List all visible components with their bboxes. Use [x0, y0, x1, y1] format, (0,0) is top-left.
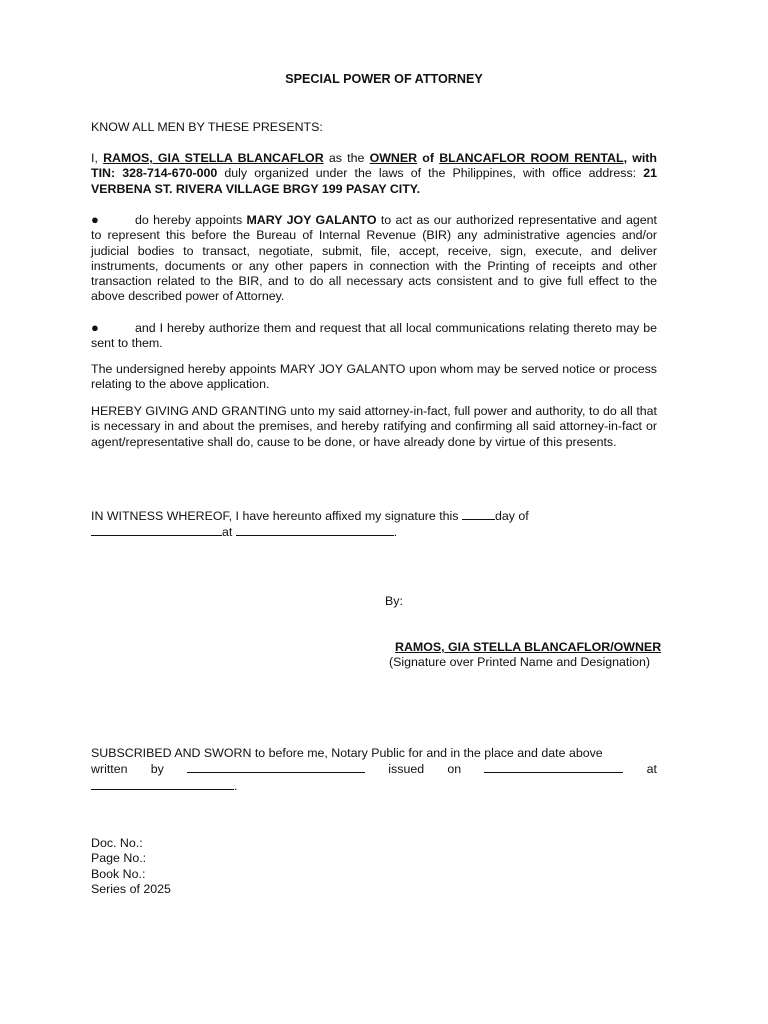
principal-role: OWNER	[369, 151, 418, 165]
p3-text: and I hereby authorize them and request that all local communications relating thereto may be sent to them.	[91, 321, 657, 351]
jurat-at: at	[646, 762, 657, 777]
jurat	[91, 746, 657, 794]
jurat-place-blank[interactable]	[91, 778, 234, 790]
jurat-by: by	[150, 762, 164, 777]
p1-of: of	[417, 151, 440, 165]
p2-post: to act as our authorized representative and agent to represent this before the Bureau of Internal Revenue (BIR) any administrative agencies and/or judicial bodies to transact, negotiate, submit, file, accept, receive, sign, execute, and deliver instruments, documents or any other papers in connection with the Printing of receipts and other transaction related to the BIR, and to do all necessary acts consistent and to give full effect to the above described power of Attorney.	[91, 213, 658, 304]
bullet-icon: ●	[91, 320, 99, 335]
paragraph-granting: HEREBY GIVING AND GRANTING unto my said attorney-in-fact, full power and authority, to do all that is necessary in and about the premises, and hereby ratifying and confirming all said attorney-in-fact or agent/representative shall do, cause to be done, or have already done by virtue of this presents.	[91, 404, 657, 449]
page-no: Page No.:	[91, 851, 147, 866]
date-blank[interactable]	[484, 761, 623, 773]
witness-text: IN WITNESS WHEREOF, I have hereunto affixed my signature this	[91, 509, 462, 523]
p1-i: I,	[91, 151, 104, 165]
tin-label: , with TIN:	[91, 151, 657, 181]
jurat-line-1: SUBSCRIBED AND SWORN to before me, Notary Public for and in the place and date above	[91, 746, 603, 760]
tin-number: 328-714-670-000	[122, 166, 218, 181]
witness-name-blank[interactable]	[187, 761, 365, 773]
signatory-name-text: RAMOS, GIA STELLA BLANCAFLOR/OWNER	[395, 640, 662, 654]
p2-pre: do hereby appoints	[135, 213, 247, 227]
agent-name: MARY JOY GALANTO	[246, 213, 377, 227]
signatory-name	[395, 640, 661, 655]
jurat-written: written	[91, 762, 128, 777]
day-blank[interactable]	[462, 508, 495, 520]
month-blank[interactable]	[91, 524, 222, 536]
jurat-issued: issued	[388, 762, 425, 777]
doc-no: Doc. No.:	[91, 836, 143, 850]
witness-at: at	[222, 525, 233, 540]
p1-mid: duly organized under the laws of the Philippines, with office address:	[217, 166, 644, 181]
witness-end: .	[393, 525, 398, 540]
jurat-on: on	[447, 762, 462, 777]
witness-clause	[91, 508, 657, 541]
intro-line: KNOW ALL MEN BY THESE PRESENTS:	[91, 120, 323, 134]
bullet-icon: ●	[91, 212, 99, 227]
office-address: 21 VERBENA ST. RIVERA VILLAGE BRGY 199 PASAY CITY.	[91, 166, 657, 196]
paragraph-principal	[91, 151, 657, 197]
book-no: Book No.:	[91, 866, 146, 881]
jurat-end: .	[234, 778, 238, 793]
paragraph-authorization	[91, 320, 657, 352]
series: Series of 2025	[91, 881, 171, 896]
business-name: BLANCAFLOR ROOM RENTAL	[439, 151, 624, 165]
principal-name: RAMOS, GIA STELLA BLANCAFLOR	[103, 151, 324, 165]
notary-register	[91, 836, 657, 897]
jurat-line-3	[91, 778, 657, 794]
signature-caption: (Signature over Printed Name and Designation)	[389, 655, 651, 669]
paragraph-appointment	[91, 212, 657, 305]
paragraph-notice: The undersigned hereby appoints MARY JOY GALANTO upon whom may be served notice or process relating to the above application.	[91, 362, 657, 392]
document-title: SPECIAL POWER OF ATTORNEY	[285, 72, 483, 86]
place-blank[interactable]	[236, 524, 394, 536]
p1-as-the: as the	[323, 151, 370, 165]
jurat-line-2	[91, 761, 657, 777]
by-label: By:	[385, 594, 403, 608]
witness-day-of: day of	[494, 509, 529, 523]
